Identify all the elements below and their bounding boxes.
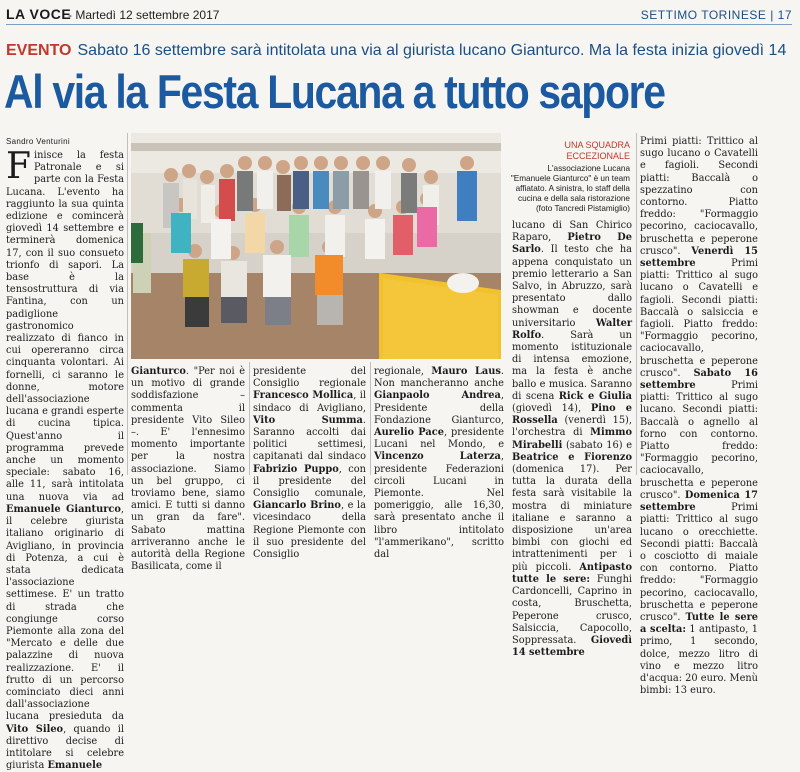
column-divider bbox=[370, 362, 371, 475]
col5-text: lucano di San Chirico Raparo, bbox=[512, 220, 632, 244]
newspaper-logo: LA VOCE bbox=[6, 6, 72, 22]
column-divider bbox=[249, 362, 250, 475]
article-column-3 bbox=[253, 366, 366, 561]
col5-text4: (giovedì 14), bbox=[512, 403, 591, 415]
col5-name5: Mimmo Mirabelli bbox=[512, 427, 632, 451]
column-divider bbox=[636, 133, 637, 475]
col3-text: presidente del Consiglio regionale bbox=[253, 366, 366, 390]
col4-name2: Gianpaolo Andrea bbox=[374, 390, 501, 402]
col5-name1: Pietro De Sarlo bbox=[512, 232, 632, 256]
col4-text2: . Non mancheranno anche bbox=[374, 366, 505, 390]
col3-name2: Vito Summa bbox=[253, 414, 363, 426]
col5-name7: Antipasto tutte le sere: bbox=[512, 561, 632, 585]
menu-day-sunday: Domenica 17 settembre bbox=[640, 489, 758, 514]
col4-text3: , Presidente della Fondazione Gianturco, bbox=[374, 390, 504, 426]
col5-text7: (domenica 17). Per tutta la durata della festa sarà visitabile la mostra di miniature italiane e saranno a disposizione un'area bimbi con giochi ed intrattenimenti per i più piccoli. bbox=[512, 464, 632, 573]
kicker-label: EVENTO bbox=[6, 42, 72, 59]
menu-day-saturday: Sabato 16 settembre bbox=[640, 367, 758, 392]
page-header bbox=[6, 6, 792, 25]
column-divider bbox=[127, 133, 128, 475]
col1-text: inisce la festa Patronale e si parte con la Festa Lucana. L'evento ha raggiunto la sua quinta edizione e comincerà giovedì 14 settembre e terminerà domenica 17, con il suo consueto trionfo di sapori. La base è la tensostruttura di via Fantina, con un padiglione gastronomico realizzato di fianco in cui opereranno circa cinquanta volontari. Ai fornelli, ci saranno le donne, motore dell'associazione lucana e grandi esperte di cucina tipica. Quest'anno il programma prevede anche un momento speciale: sabato 16, alle 11, sarà intitolata una nuova via ad bbox=[6, 150, 124, 503]
menu-friday: Primi piatti: Trittico al sugo lucano o Cavatelli e fagioli. Secondi piatti: Baccalà o salsiccia e fagioli. Piatto freddo: "Formaggio pecorino, caciocavallo, bruschetta e peperone crusco". bbox=[640, 258, 758, 379]
col5-name8: Giovedì 14 settembre bbox=[512, 634, 632, 659]
article-headline: Al via la Festa Lucana a tutto sapore bbox=[4, 65, 665, 118]
issue-date: - Martedì 12 settembre 2017 bbox=[68, 8, 220, 22]
col1-text2: , il celebre giurista italiano originario di Avigliano, in provincia di Potenza, a cui è stata dedicata l'associazione settimese. E' un tratto di strada che congiunge corso Piemonte alla zona del "Mercato e delle due palazzine di nuova realizzazione. E' il frutto di un percorso cominciato dieci anni dall'associazione lucana presieduta da bbox=[6, 503, 124, 723]
col1-name: Emanuele Gianturco bbox=[6, 503, 121, 515]
col1-text3: , quando il direttivo decise di intitolare si celebre giurista bbox=[6, 723, 124, 772]
menu-prices: 1 antipasto, 1 primo, 1 secondo, dolce, mezzo litro di vino e mezzo litro d'acqua: 20 euro. Menù bimbi: 13 euro. bbox=[640, 624, 758, 697]
col4-text: regionale, bbox=[374, 366, 432, 377]
col1-name2: Vito Sileo bbox=[6, 723, 64, 735]
col5-name4: Pino e Rossella bbox=[512, 403, 632, 427]
article-column-2 bbox=[131, 366, 245, 573]
article-kicker bbox=[6, 42, 796, 60]
col2-name: Gianturco bbox=[131, 366, 186, 377]
menu-day-friday: Venerdì 15 settembre bbox=[640, 245, 758, 270]
menu-sunday: Primi piatti: Trittico al sugo lucano o orecchiette. Secondi piatti: Baccalà o cosciotto di maiale con contorno. Piatto freddo: "Formaggio pecorino, caciocavallo, bruschetta e peperone crusco". bbox=[640, 502, 758, 623]
col4-name4: Vincenzo Laterza bbox=[374, 451, 501, 463]
col4-text5: , presidente Federazioni circoli Lucani in Piemonte. Nel pomeriggio, alle 16,30, sarà presentato anche il libro intitolato "l'ammerikano", scritto dal bbox=[374, 451, 504, 561]
article-column-1 bbox=[6, 146, 124, 772]
menu-every-night: Tutte le sere a scelta: bbox=[640, 611, 758, 636]
col5-name3: Rick e Giulia bbox=[558, 390, 632, 402]
author-byline: Sandro Venturini bbox=[6, 137, 70, 146]
col3-text3: . Saranno accolti dai politici settimesi, capitanati dal sindaco bbox=[253, 414, 366, 463]
col5-name2: Walter Rolfo bbox=[512, 317, 632, 341]
col5-name6: Beatrice e Fiorenzo bbox=[512, 451, 632, 463]
article-column-5 bbox=[512, 220, 632, 659]
col4-name1: Mauro Laus bbox=[431, 366, 501, 377]
kicker-text: Sabato 16 settembre sarà intitolata una via al giurista lucano Gianturco. Ma la festa inizia giovedì 14 bbox=[77, 42, 787, 59]
col4-name3: Aurelio Pace bbox=[374, 427, 444, 439]
col1-name3: Emanuele bbox=[47, 760, 103, 772]
col5-text5: (venerdì 15), l'orchestra di bbox=[512, 415, 632, 439]
col5-text2: . Il testo che ha appena conquistato un premio letterario a San Salvo, in Abruzzo, sarà presentato dallo showman e docente universitario bbox=[512, 244, 632, 329]
col3-name3: Fabrizio Puppo bbox=[253, 463, 339, 475]
col3-name1: Francesco Mollica bbox=[253, 390, 354, 402]
col4-text4: , presidente Lucani nel Mondo, e bbox=[374, 427, 504, 451]
group-photo bbox=[131, 133, 501, 359]
col3-text4: , con il presidente del Consiglio comunale, bbox=[253, 463, 366, 500]
col3-text5: , e la vicesindaco della Regione Piemonte con il suo presidente del Consiglio bbox=[253, 500, 366, 561]
col3-text2: , il sindaco di Avigliano, bbox=[253, 390, 366, 414]
article-column-4 bbox=[374, 366, 504, 561]
col5-text3: . Sarà un momento istituzionale di intensa emozione, ma la festa è anche ballo e musica. Saranno di scena bbox=[512, 329, 632, 402]
col5-text6: (sabato 16) e bbox=[562, 439, 632, 451]
col5-text8: Funghi Cardoncelli, Caprino in costa, Bruschetta, Peperone crusco, Salsiccia, Capocollo, Soppressata. bbox=[512, 573, 633, 646]
col3-name4: Giancarlo Brino bbox=[253, 500, 341, 512]
photo-caption-title: UNA SQUADRA ECCEZIONALE bbox=[564, 140, 630, 161]
col2-text: . "Per noi è un motivo di grande soddisfazione – commenta il presidente Vito Sileo –. E' l'ennesimo momento importante per la nostra associazione. Siamo un bel gruppo, ci troviamo bene, siamo amici. E tutti si danno un gran da fare". Sabato mattina arriveranno anche le autorità della Regione Basilicata, come il bbox=[131, 366, 245, 573]
group-photo-illustration bbox=[131, 133, 501, 359]
photo-caption: L'associazione Lucana "Emanuele Gianturco" è un team affiatato. A sinistra, lo staff della cucina e della sala ristorazione (foto Tancredi Pistamiglio) bbox=[510, 164, 630, 213]
drop-cap: F bbox=[6, 146, 31, 187]
section-page: SETTIMO TORINESE | 17 bbox=[640, 8, 792, 22]
article-column-6 bbox=[640, 136, 758, 697]
menu-saturday: Primi piatti: Trittico al sugo lucano. Secondi piatti: Baccalà o agnello al forno con contorno. Piatto freddo: "Formaggio pecorino, caciocavallo, bruschetta e peperone crusco". bbox=[640, 380, 758, 501]
menu-thursday: Primi piatti: Trittico al sugo lucano o Cavatelli e fagioli. Secondi piatti: Baccalà o spezzatino con contorno. Piatto freddo: "Formaggio pecorino, caciocavallo, bruschetta e peperone crusco". bbox=[640, 136, 758, 257]
